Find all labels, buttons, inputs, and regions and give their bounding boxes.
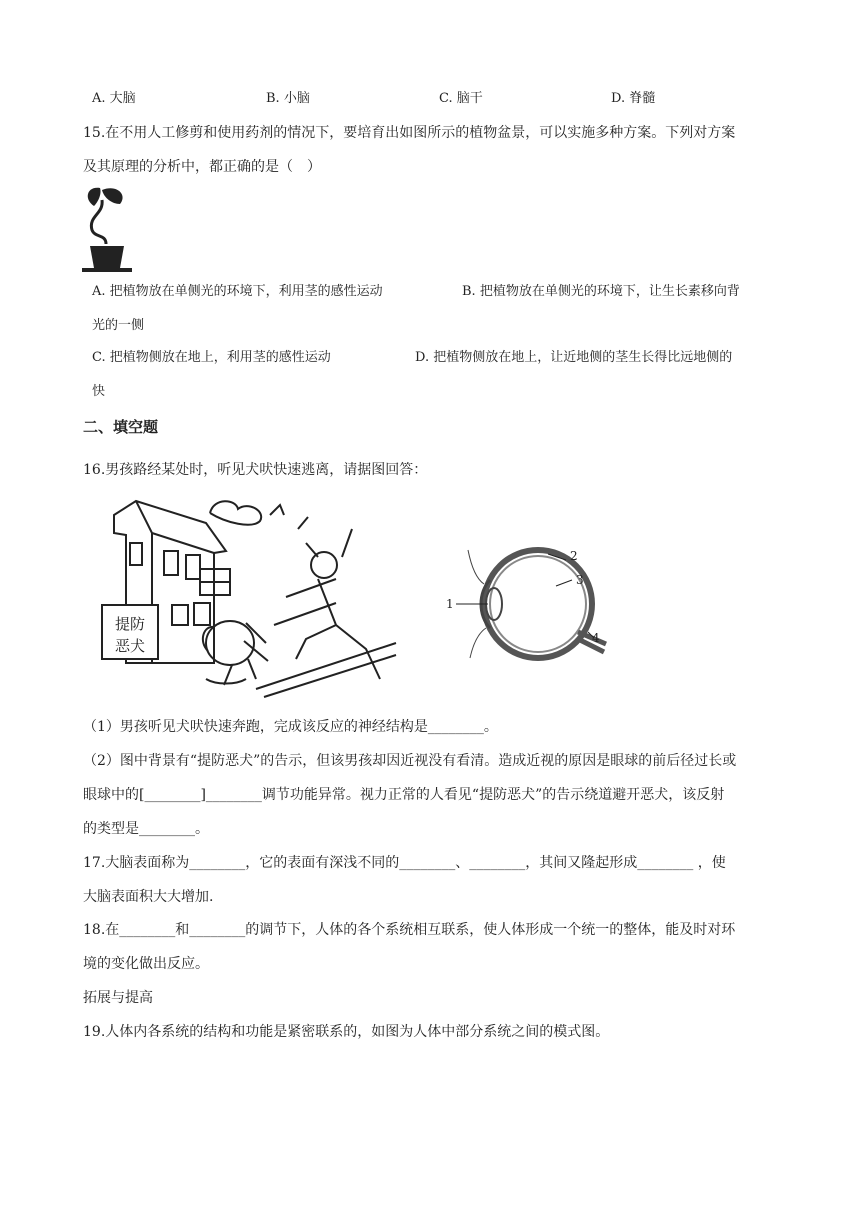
question-16-part-2: （2）图中背景有“提防恶犬”的告示，但该男孩却因近视没有看清。造成近视的原因是眼球的前后径过长或 bbox=[83, 753, 737, 769]
question-16-stem: 16.男孩路经某处时，听见犬吠快速逃离，请据图回答： bbox=[83, 462, 428, 478]
section-heading: 二、填空题 bbox=[83, 418, 159, 436]
eyeball-diagram bbox=[438, 540, 618, 670]
option-c: C. 把植物侧放在地上，利用茎的感性运动 bbox=[92, 350, 331, 365]
question-16-part-1: （1）男孩听见犬吠快速奔跑，完成该反应的神经结构是________。 bbox=[83, 719, 498, 735]
option-b-cont: 光的一侧 bbox=[92, 318, 145, 333]
question-15-stem: 15.在不用人工修剪和使用药剂的情况下，要培育出如图所示的植物盆景，可以实施多种方案。下列对方案 bbox=[83, 125, 736, 141]
question-16-part-2-cont: 眼球中的[________]________调节功能异常。视力正常的人看见“提防恶犬”的告示绕道避开恶犬，该反射 bbox=[83, 787, 725, 803]
option-a: A. 大脑 bbox=[92, 91, 136, 106]
question-19-stem: 19.人体内各系统的结构和功能是紧密联系的，如图为人体中部分系统之间的模式图。 bbox=[83, 1024, 610, 1040]
extension-heading: 拓展与提高 bbox=[83, 990, 153, 1006]
question-15-stem-cont: 及其原理的分析中，都正确的是（ ） bbox=[83, 159, 321, 175]
option-a: A. 把植物放在单侧光的环境下，利用茎的感性运动 bbox=[92, 284, 383, 299]
eye-label-1: 1 bbox=[446, 597, 454, 611]
question-16-part-2-cont: 的类型是________。 bbox=[83, 821, 209, 837]
question-18: 18.在________和________的调节下，人体的各个系统相互联系，使人体形成一个统一的整体，能及时对环 bbox=[83, 922, 736, 938]
eye-label-3: 3 bbox=[576, 573, 584, 587]
eye-label-4: 4 bbox=[592, 631, 600, 645]
question-17: 17.大脑表面称为________，它的表面有深浅不同的________、________，其间又隆起形成________ ，使 bbox=[83, 855, 726, 871]
warning-sign-line-1: 提防 bbox=[114, 615, 146, 633]
option-b: B. 把植物放在单侧光的环境下，让生长素移向背 bbox=[462, 284, 740, 299]
option-b: B. 小脑 bbox=[266, 91, 310, 106]
option-d: D. 脊髓 bbox=[611, 91, 656, 106]
eye-label-2: 2 bbox=[570, 549, 578, 563]
boy-fleeing-dog-figure bbox=[96, 493, 404, 703]
question-18-cont: 境的变化做出反应。 bbox=[83, 956, 209, 972]
option-c: C. 脑干 bbox=[439, 91, 483, 106]
option-d: D. 把植物侧放在地上，让近地侧的茎生长得比远地侧的 bbox=[415, 350, 733, 365]
warning-sign-line-2: 恶犬 bbox=[114, 637, 146, 655]
question-17-cont: 大脑表面积大大增加. bbox=[83, 889, 214, 905]
plant-bonsai-figure bbox=[80, 182, 134, 274]
option-d-cont: 快 bbox=[92, 384, 106, 399]
